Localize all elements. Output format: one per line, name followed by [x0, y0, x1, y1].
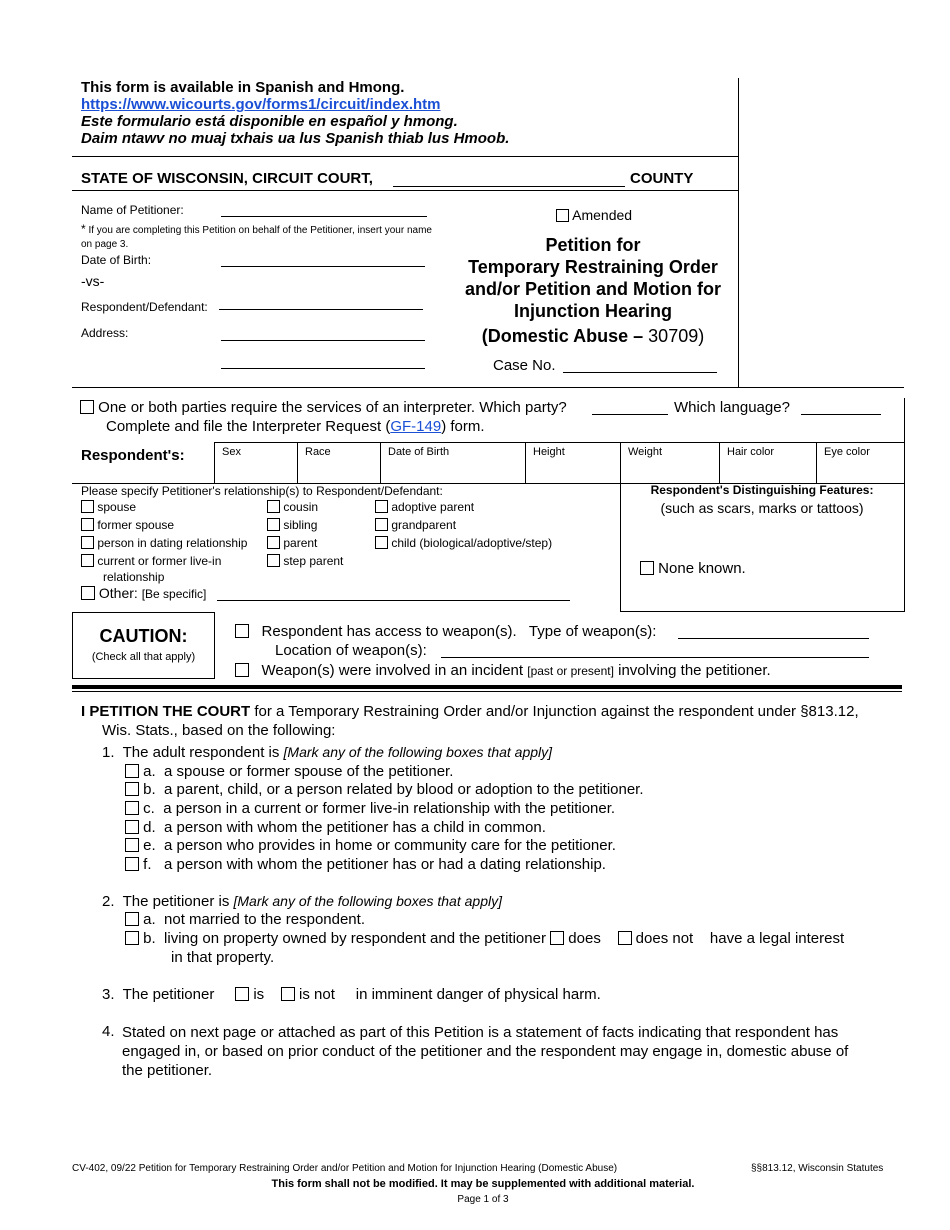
- interpreter-instructions: Complete and file the Interpreter Request (GF-149) form.: [106, 418, 485, 435]
- respondent-table-top: [214, 442, 904, 443]
- amended-option[interactable]: Amended: [556, 207, 632, 223]
- checkbox[interactable]: [81, 536, 94, 549]
- rel-step-parent[interactable]: step parent: [267, 554, 343, 568]
- footer-notice: This form shall not be modified. It may be supplemented with additional material.: [271, 1178, 695, 1190]
- col-sex: Sex: [222, 446, 241, 458]
- does-not-checkbox[interactable]: [618, 931, 632, 945]
- rel-parent[interactable]: parent: [267, 536, 317, 550]
- checkbox[interactable]: [267, 554, 280, 567]
- header-right-border: [738, 78, 739, 388]
- thick-divider: [72, 685, 902, 689]
- checkbox[interactable]: [235, 663, 249, 677]
- item1-option-a[interactable]: a. a spouse or former spouse of the petitioner.: [125, 763, 453, 780]
- petition-lead-2: Wis. Stats., based on the following:: [102, 722, 336, 739]
- spanish-note: Este formulario está disponible en español y hmong.: [81, 113, 458, 130]
- col-height: Height: [533, 446, 565, 458]
- item1-option-c[interactable]: c. a person in a current or former live-in relationship with the petitioner.: [125, 800, 615, 817]
- checkbox[interactable]: [375, 536, 388, 549]
- checkbox[interactable]: [235, 624, 249, 638]
- item2-option-b[interactable]: b. living on property owned by respondent and the petitioner does does not have a legal interest: [125, 930, 844, 947]
- checkbox[interactable]: [81, 586, 95, 600]
- item2-heading: 2. The petitioner is [Mark any of the following boxes that apply]: [102, 893, 502, 910]
- gf-149-link[interactable]: GF-149: [390, 418, 442, 435]
- caution-box: [72, 612, 215, 679]
- checkbox[interactable]: [267, 536, 280, 549]
- item1-option-b[interactable]: b. a parent, child, or a person related by blood or adoption to the petitioner.: [125, 781, 644, 798]
- form-subtitle: (Domestic Abuse – 30709): [481, 326, 705, 346]
- item3: 3. The petitioner is is not in imminent danger of physical harm.: [102, 986, 601, 1003]
- interpreter-line: One or both parties require the services of an interpreter. Which party?: [80, 399, 567, 416]
- checkbox[interactable]: [81, 518, 94, 531]
- checkbox[interactable]: [375, 500, 388, 513]
- rel-dating[interactable]: person in dating relationship: [81, 536, 247, 550]
- respondent-label: Respondent/Defendant:: [81, 300, 208, 314]
- item2-b-cont: in that property.: [171, 949, 275, 966]
- item1-option-d[interactable]: d. a person with whom the petitioner has a child in common.: [125, 819, 546, 836]
- features-title: Respondent's Distinguishing Features:: [650, 483, 874, 497]
- rel-spouse[interactable]: spouse: [81, 500, 136, 514]
- weapon-location-label: Location of weapon(s):: [275, 642, 427, 659]
- footer-statutes: §§813.12, Wisconsin Statutes: [751, 1163, 884, 1174]
- item1-heading: 1. The adult respondent is [Mark any of the following boxes that apply]: [102, 744, 553, 761]
- checkbox[interactable]: [125, 912, 139, 926]
- weapon-type-field[interactable]: [678, 624, 869, 639]
- col-divider: [214, 442, 215, 483]
- petitioner-label: Name of Petitioner:: [81, 203, 184, 217]
- col-dob: Date of Birth: [388, 446, 450, 458]
- rel-sibling[interactable]: sibling: [267, 518, 317, 532]
- item4: 4.: [102, 1023, 115, 1040]
- features-bottom: [620, 611, 904, 612]
- rel-live-in-cont: relationship: [103, 570, 165, 584]
- weapon-location-field[interactable]: [441, 643, 869, 658]
- checkbox[interactable]: [125, 764, 139, 778]
- col-divider: [816, 442, 817, 483]
- caution-hint: (Check all that apply): [91, 651, 196, 663]
- amended-checkbox[interactable]: [556, 209, 569, 222]
- county-field[interactable]: [393, 169, 625, 187]
- col-divider: [719, 442, 720, 483]
- petitioner-name-field[interactable]: [221, 203, 427, 217]
- caution-title: CAUTION:: [99, 626, 188, 646]
- title-divider: [72, 387, 904, 388]
- item4-text: Stated on next page or attached as part of this Petition is a statement of facts indicating that respondent has engaged in, or based on prior conduct of the petitioner and the respondent may engage in, domestic abuse of the petitioner.: [122, 1024, 849, 1079]
- petition-lead: I PETITION THE COURT for a Temporary Restraining Order and/or Injunction against the respondent under §813.12,: [81, 703, 859, 720]
- address-field-2[interactable]: [221, 355, 425, 369]
- col-eye: Eye color: [824, 446, 870, 458]
- col-divider: [620, 442, 621, 612]
- is-not-checkbox[interactable]: [281, 987, 295, 1001]
- checkbox[interactable]: [125, 782, 139, 796]
- vs-label: -vs-: [81, 273, 105, 289]
- court-line: STATE OF WISCONSIN, CIRCUIT COURT,: [81, 170, 373, 187]
- does-checkbox[interactable]: [550, 931, 564, 945]
- respondent-name-field[interactable]: [219, 296, 423, 310]
- checkbox[interactable]: [81, 500, 94, 513]
- checkbox[interactable]: [375, 518, 388, 531]
- interpreter-language-field[interactable]: [801, 400, 881, 415]
- weapons-incident-option[interactable]: Weapon(s) were involved in an incident [past or present] involving the petitioner.: [235, 662, 771, 679]
- interpreter-language-label: Which language?: [674, 399, 790, 416]
- rel-cousin[interactable]: cousin: [267, 500, 318, 514]
- petitioner-note: * If you are completing this Petition on behalf of the Petitioner, insert your name on page 3.: [81, 222, 432, 250]
- checkbox[interactable]: [125, 931, 139, 945]
- header-divider: [72, 156, 738, 157]
- weapons-access-option[interactable]: Respondent has access to weapon(s). Type of weapon(s):: [235, 623, 656, 640]
- checkbox[interactable]: [125, 838, 139, 852]
- col-divider: [525, 442, 526, 483]
- rel-grandparent[interactable]: grandparent: [375, 518, 456, 532]
- rel-child[interactable]: child (biological/adoptive/step): [375, 536, 552, 550]
- thin-divider: [72, 691, 902, 692]
- item1-option-f[interactable]: f. a person with whom the petitioner has or had a dating relationship.: [125, 856, 606, 873]
- checkbox[interactable]: [267, 500, 280, 513]
- form-title: Petition for Temporary Restraining Order and/or Petition and Motion for Injunction Hearing: [465, 235, 721, 321]
- case-no-field[interactable]: [563, 357, 717, 373]
- item1-option-e[interactable]: e. a person who provides in home or community care for the petitioner.: [125, 837, 616, 854]
- is-checkbox[interactable]: [235, 987, 249, 1001]
- interpreter-party-field[interactable]: [592, 400, 668, 415]
- col-hair: Hair color: [727, 446, 775, 458]
- rel-live-in[interactable]: current or former live-in: [81, 554, 221, 568]
- court-divider: [72, 190, 738, 191]
- col-divider: [297, 442, 298, 483]
- rel-other[interactable]: Other: [Be specific]: [81, 585, 206, 601]
- rel-other-field[interactable]: [217, 586, 570, 601]
- dob-label: Date of Birth:: [81, 253, 152, 267]
- interpreter-checkbox[interactable]: [80, 400, 94, 414]
- info-right-border: [904, 398, 905, 612]
- item2-option-a[interactable]: a. not married to the respondent.: [125, 911, 365, 928]
- checkbox[interactable]: [125, 857, 139, 871]
- footer-page: Page 1 of 3: [457, 1194, 509, 1205]
- address-field-1[interactable]: [221, 327, 425, 341]
- checkbox[interactable]: [81, 554, 94, 567]
- col-weight: Weight: [628, 446, 663, 458]
- footer-form-id: CV-402, 09/22 Petition for Temporary Restraining Order and/or Petition and Motion for Injunction Hearing (Domestic Abuse): [72, 1163, 618, 1174]
- petitioner-dob-field[interactable]: [221, 253, 425, 267]
- none-known-option[interactable]: None known.: [640, 560, 746, 577]
- relationship-prompt: Please specify Petitioner's relationship(s) to Respondent/Defendant:: [81, 484, 443, 498]
- case-no-label: Case No.: [493, 357, 556, 374]
- respondent-table-label: Respondent's:: [81, 447, 185, 464]
- forms-link[interactable]: https://www.wicourts.gov/forms1/circuit/index.htm: [81, 96, 441, 113]
- address-label: Address:: [81, 326, 129, 340]
- checkbox[interactable]: [640, 561, 654, 575]
- checkbox[interactable]: [125, 801, 139, 815]
- checkbox[interactable]: [125, 820, 139, 834]
- checkbox[interactable]: [267, 518, 280, 531]
- features-hint: (such as scars, marks or tattoos): [660, 500, 864, 516]
- col-divider: [380, 442, 381, 483]
- availability-note: This form is available in Spanish and Hmong.: [81, 79, 405, 96]
- county-label: COUNTY: [630, 170, 694, 187]
- rel-adoptive-parent[interactable]: adoptive parent: [375, 500, 474, 514]
- col-race: Race: [305, 446, 331, 458]
- rel-former-spouse[interactable]: former spouse: [81, 518, 174, 532]
- hmong-note: Daim ntawv no muaj txhais ua lus Spanish thiab lus Hmoob.: [81, 130, 510, 147]
